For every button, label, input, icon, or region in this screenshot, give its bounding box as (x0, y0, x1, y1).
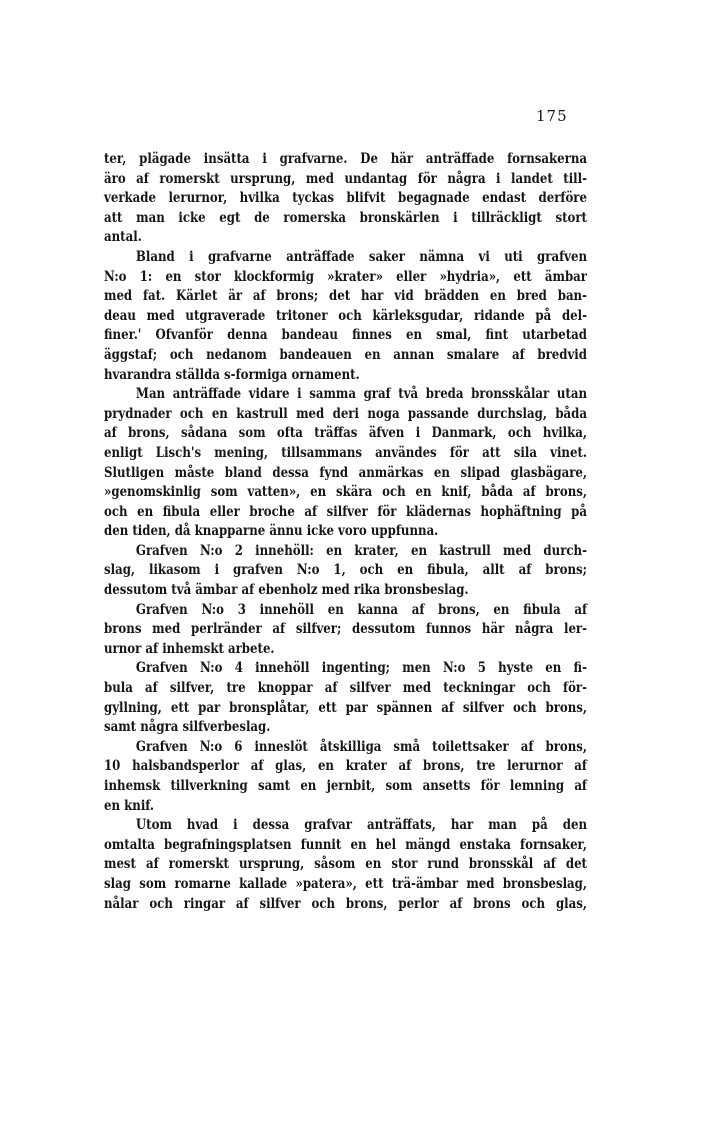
text-line: N:o 1: en stor klockformig »krater» eller »hydria», ett ämbar (104, 268, 587, 285)
text-line: nålar och ringar af silfver och brons, perlor af brons och glas, (104, 895, 587, 912)
text-line: Bland i grafvarne anträffade saker nämna vi uti grafven (135, 248, 588, 265)
text-line: Grafven N:o 2 innehöll: en krater, en kastrull med durch- (135, 542, 588, 559)
text-line: deau med utgraverade tritoner och kärleksgudar, ridande på del- (104, 307, 587, 324)
text-line: hvarandra ställda s-formiga ornament. (104, 366, 360, 383)
text-line: inhemsk tillverkning samt en jernbit, som ansetts för lemning af (104, 778, 587, 794)
text-line: slag som romarne kallade »patera», ett trä-ämbar med bronsbeslag, (104, 875, 587, 892)
text-line: »genomskinlig som vatten», en skära och en knif, båda af brons, (104, 484, 587, 501)
text-line: verkade lerurnor, hvilka tyckas blifvit begagnade endast derföre (104, 190, 587, 207)
body-text (104, 150, 587, 914)
text-line: Slutligen måste bland dessa fynd anmärkas en slipad glasbägare, (104, 464, 587, 481)
text-line: äro af romerskt ursprung, med undantag för några i landet till- (104, 170, 587, 187)
text-line: urnor af inhemskt arbete. (104, 640, 275, 657)
text-line: omtalta begrafningsplatsen funnit en hel mängd enstaka fornsaker, (104, 836, 587, 853)
page-number: 175 (536, 107, 568, 125)
text-line: Grafven N:o 4 innehöll ingenting; men N:o 5 hyste en fi- (135, 660, 588, 677)
text-line: samt några silfverbeslag. (104, 719, 271, 736)
text-line: Grafven N:o 6 inneslöt åtskilliga små toilettsaker af brons, (135, 738, 588, 755)
text-line: med fat. Kärlet är af brons; det har vid brädden en bred ban- (104, 288, 587, 305)
text-line: en knif. (104, 797, 155, 814)
text-line: finer.' Ofvanför denna bandeau finnes en smal, fint utarbetad (104, 327, 587, 344)
text-line: Utom hvad i dessa grafvar anträffats, har man på den (135, 817, 588, 834)
text-line: bula af silfver, tre knoppar af silfver med teckningar och för- (104, 680, 587, 697)
text-line: ter, plägade insätta i grafvarne. De här anträffade fornsakerna (104, 151, 587, 167)
text-line: af brons, sådana som ofta träffas äfven i Danmark, och hvilka, (104, 425, 587, 442)
text-line: och en fibula eller broche af silfver för klädernas hophäftning på (104, 503, 587, 520)
text-line: 10 halsbandsperlor af glas, en krater af brons, tre lerurnor af (104, 758, 587, 775)
text-line: äggstaf; och nedanom bandeauen en annan smalare af bredvid (104, 346, 587, 363)
text-line: Man anträffade vidare i samma graf två breda bronsskålar utan (135, 386, 588, 403)
text-line: dessutom två ämbar af ebenholz med rika bronsbeslag. (104, 582, 469, 599)
text-line: enligt Lisch's mening, tillsammans användes för att sila vinet. (104, 444, 587, 461)
text-line: Grafven N:o 3 innehöll en kanna af brons, en fibula af (135, 601, 588, 618)
text-line: den tiden, då knapparne ännu icke voro uppfunna. (104, 523, 439, 540)
text-line: mest af romerskt ursprung, såsom en stor rund bronsskål af det (104, 856, 587, 873)
text-line: prydnader och en kastrull med deri noga passande durchslag, båda (104, 405, 587, 422)
text-line: brons med perlränder af silfver; dessutom funnos här några ler- (104, 621, 587, 638)
text-line: gyllning, ett par bronsplåtar, ett par spännen af silfver och brons, (104, 699, 587, 716)
text-line: antal. (104, 229, 142, 246)
text-line: slag, likasom i grafven N:o 1, och en fibula, allt af brons; (104, 562, 587, 579)
text-line: att man icke egt de romerska bronskärlen i tillräckligt stort (104, 209, 587, 226)
